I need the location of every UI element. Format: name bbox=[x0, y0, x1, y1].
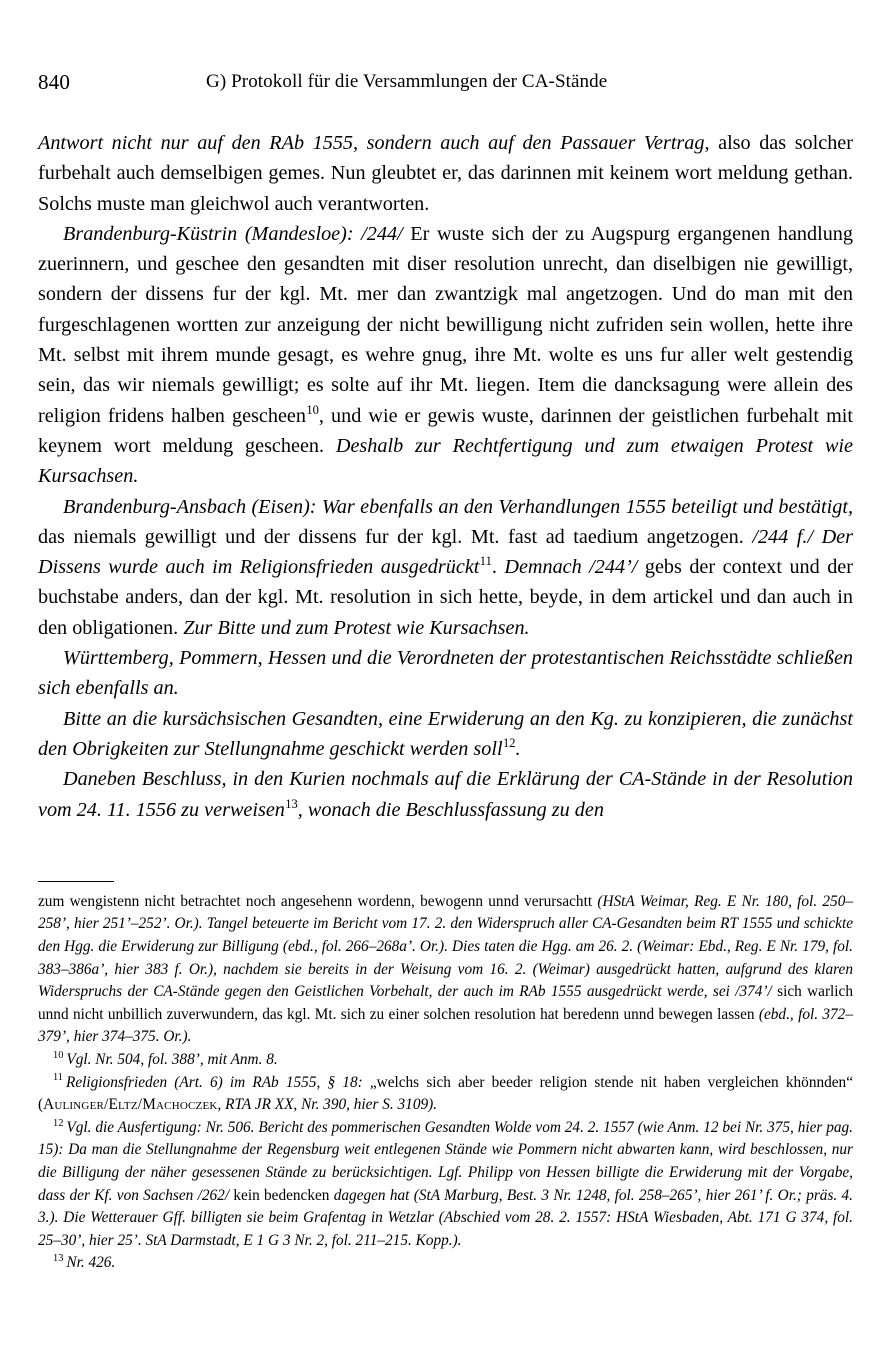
para-wuerttemberg bbox=[38, 643, 853, 704]
footnote-number: 12 bbox=[53, 1117, 64, 1129]
italic-run: (ebd., fol. 372–379’, hier 374–375. Or.). bbox=[38, 1005, 853, 1046]
roman-run: sich warlich unnd nicht unbillich zuverwundern, das kgl. Mt. sich zu einer solchen resolution hat beredenn unnd bewegen lassen bbox=[38, 983, 853, 1023]
para-daneben bbox=[38, 764, 853, 825]
roman-run: gebs der context und der buchstabe anders, dan der kgl. Mt. resolution in sich hette, beyde, in dem artickel und dan auch in den obligationen. bbox=[38, 556, 853, 639]
footnote-13 bbox=[38, 1252, 853, 1275]
footnote-10 bbox=[38, 1049, 853, 1072]
italic-run: /244 f./ Der Dissens wurde auch im Religionsfrieden ausgedrückt bbox=[38, 525, 853, 579]
roman-run: Er wuste sich der zu Augspurg ergangenen handlung zuerinnern, und geschee den gesandten mit diser resolution unrecht, dan diselbigen nie gewilligt, sondern der dissens fur der kgl. Mt. mer dan zwantzigk mal angetzogen. Und do man mit den furgeschlagenen wortten zur anzeigung der nicht bewilligung nicht zufriden sein wollen, hette ihre Mt. selbst mit ihrem munde gesagt, es wehre gnug, ihre Mt. wolte es uns fur aller welt gestendig sein, das wir niemals gewilligt; es solte auf ihr Mt. liegen. Item die dancksagung were allein des religion fridens halben gescheen bbox=[38, 222, 853, 427]
italic-run: Antwort nicht nur auf den RAb 1555, sondern auch auf den Passauer Vertrag, bbox=[38, 132, 710, 154]
italic-run: Demnach /244’/ bbox=[504, 556, 638, 579]
italic-run: Nr. 426. bbox=[66, 1254, 116, 1272]
running-title: G) Protokoll für die Versammlungen der CA-Stände bbox=[206, 71, 608, 92]
page bbox=[0, 70, 891, 1370]
italic-run: Vgl. die Ausfertigung: Nr. 506. Bericht des pommerischen Gesandten Wolde vom 24. 2. 1557 (wie Anm. 12 bei Nr. 375, hier pag. 15): Da man die Stellungnahme der Regensburg weit entlegenen Stände wie Pommern nicht abwarten kann, wird beschlossen, nur die Billigung der näher gesessenen Stände zu berücksichtigen. Lgf. Philipp von Hessen billigte die Erwiderung mit der Vorgabe, dass der Kf. von Sachsen /262/ bbox=[38, 1118, 853, 1204]
footnote-separator-rule bbox=[38, 881, 114, 882]
italic-run: (HStA Weimar, Reg. E Nr. 180, fol. 250–258’, hier 251’–252’. Or.). Tangel beteuerte im Bericht vom 17. 2. den Widerspruch aller CA-Gesandten beim RT 1555 und schickte den Hgg. die Erwiderung zur Billigung (ebd., fol. 266–268a’. Or.). Dies taten die Hgg. am 26. 2. (Weimar: Ebd., Reg. E Nr. 179, fol. 383–386a’, hier 383 f. Or.), nachdem sie bereits in der Weisung vom 16. 2. (Weimar) ausgedrückt hatten, aufgrund des klaren Widerspruchs der CA-Stände gegen den Geistlichen Vorbehalt, der auch im RAb 1555 ausgedrückt werde, sei /374’/ bbox=[38, 892, 853, 1001]
footnote-marker[interactable]: 10 bbox=[306, 402, 319, 417]
roman-run: also das solcher furbehalt auch demselbigen gemes. Nun gleubtet er, das darinnen mit keinem wort meldung gethan. Solchs muste man gleichwol auch verantworten. bbox=[38, 132, 853, 215]
italic-run: Daneben Beschluss, in den Kurien nochmals auf die Erklärung der CA-Stände in der Resolution vom 24. 11. 1556 zu verweisen bbox=[38, 768, 853, 821]
page-number: 840 bbox=[38, 70, 71, 94]
italic-run: Religionsfrieden (Art. 6) im RAb 1555, § 18: bbox=[66, 1073, 363, 1091]
italic-run: Deshalb zur Rechtfertigung und zum etwaigen Protest wie Kursachsen. bbox=[38, 434, 853, 488]
footnote-marker[interactable]: 12 bbox=[502, 736, 516, 751]
italic-run: Bitte an die kursächsischen Gesandten, eine Erwiderung an den Kg. zu konzipieren, die zunächst den Obrigkeiten zur Stellungnahme geschickt werden soll bbox=[38, 707, 853, 760]
footnote-12 bbox=[38, 1117, 853, 1253]
roman-run: zum wengistenn nicht betrachtet noch angesehenn wordenn, bewogenn unnd verursachtt bbox=[38, 892, 598, 910]
footnote-number: 13 bbox=[53, 1253, 64, 1265]
italic-run: dagegen hat (StA Marburg, Best. 3 Nr. 1248, fol. 258–265’, hier 261’ f. Or.; präs. 4. 3.). Die Wetterauer Gff. billigten sie beim Grafentag in Wetzlar (Abschied vom 28. 2. 1557: HStA Wiesbaden, Abt. 171 G 374, fol. 25–30’, hier 25’. StA Darmstadt, E 1 G 3 Nr. 2, fol. 211–215. Kopp.). bbox=[38, 1186, 854, 1249]
footnote-marker[interactable]: 11 bbox=[479, 554, 492, 569]
roman-run: „welchs sich aber beeder religion stende nit haben vergleichen khönnden“ ( bbox=[38, 1073, 853, 1114]
roman-run: das niemals gewilligt und der dissens fur der kgl. Mt. fast ad taedium angetzogen. bbox=[38, 525, 753, 548]
italic-run: Württemberg, Pommern, Hessen und die Verordneten der protestantischen Reichsstädte schließen sich ebenfalls an. bbox=[38, 647, 853, 700]
italic-run: RTA JR XX, Nr. 390, hier S. 3109). bbox=[225, 1096, 438, 1114]
italic-run: Zur Bitte und zum Protest wie Kursachsen. bbox=[183, 616, 530, 639]
italic-run: Brandenburg-Küstrin (Mandesloe): /244/ bbox=[63, 222, 403, 245]
italic-run: . bbox=[515, 737, 521, 760]
footnote-marker[interactable]: 13 bbox=[285, 796, 298, 811]
footnote-block bbox=[38, 891, 853, 1275]
footnote-number: 10 bbox=[53, 1049, 64, 1061]
roman-run: , und wie er gewis wuste, darinnen der geistlichen furbehalt mit keynem wort meldung gescheen. bbox=[38, 404, 853, 457]
italic-run: , wonach die Beschlussfassung zu den bbox=[297, 798, 604, 821]
body-text bbox=[38, 128, 853, 825]
running-head bbox=[38, 70, 853, 114]
para-antwort bbox=[38, 128, 853, 219]
para-brandenburg-ansbach bbox=[38, 492, 853, 643]
footnote-continued bbox=[38, 891, 853, 1049]
footnote-number: 11 bbox=[53, 1072, 64, 1084]
italic-run: Vgl. Nr. 504, fol. 388’, mit Anm. 8. bbox=[66, 1050, 278, 1068]
para-brandenburg-kuestrin bbox=[38, 219, 853, 492]
italic-run: Brandenburg-Ansbach (Eisen): War ebenfalls an den Verhandlungen 1555 beteiligt und bestätigt, bbox=[63, 495, 853, 518]
roman-run: kein bedencken bbox=[229, 1186, 334, 1204]
para-bitte bbox=[38, 704, 853, 765]
roman-run: . bbox=[491, 556, 505, 579]
roman-run: , bbox=[217, 1096, 226, 1114]
small-caps-name: Aulinger/Eltz/Machoczek bbox=[43, 1096, 218, 1114]
footnote-11 bbox=[38, 1072, 853, 1117]
